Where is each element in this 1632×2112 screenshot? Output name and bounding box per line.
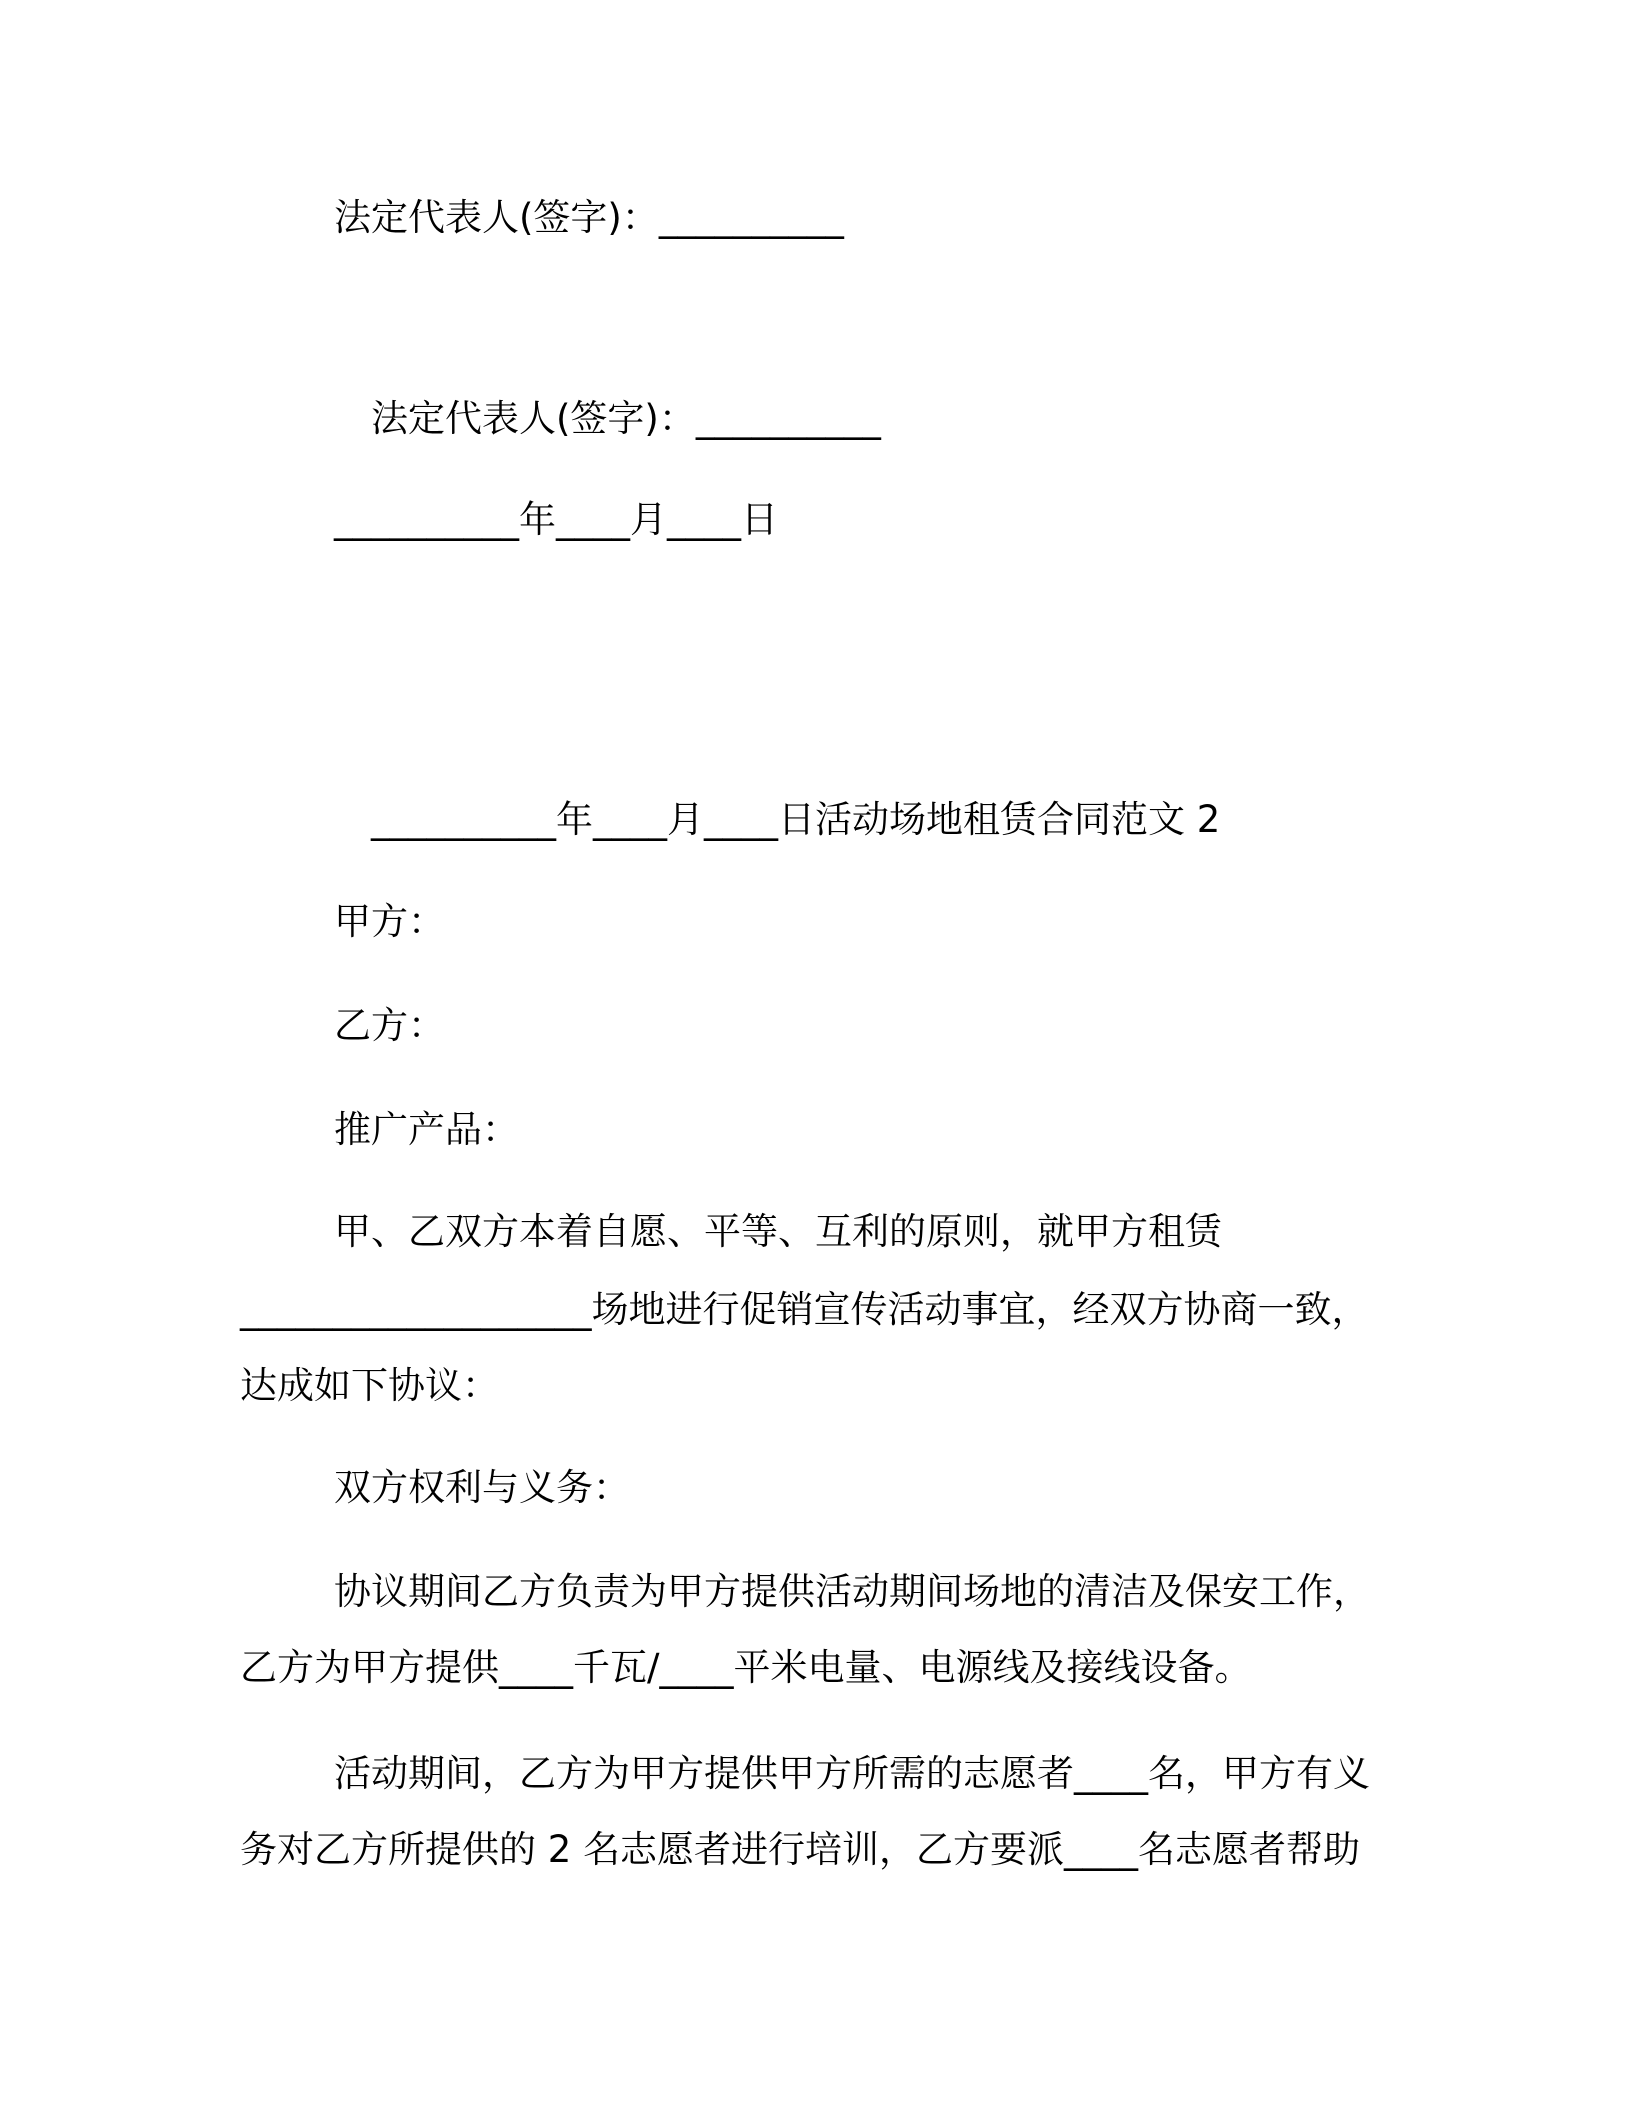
- party-a-label: 甲方：: [334, 900, 445, 943]
- product-label: 推广产品：: [334, 1108, 519, 1151]
- party-b-label: 乙方：: [334, 1004, 445, 1047]
- intro-line-3: 达成如下协议：: [240, 1364, 499, 1407]
- signature-line-second: 法定代表人(签字)：__________: [371, 397, 881, 440]
- clause-1-line-1: 协议期间乙方负责为甲方提供活动期间场地的清洁及保安工作，: [334, 1570, 1370, 1613]
- clause-1-line-2: 乙方为甲方提供____千瓦/____平米电量、电源线及接线设备。: [240, 1646, 1252, 1689]
- intro-line-1: 甲、乙双方本着自愿、平等、互利的原则，就甲方租赁: [334, 1210, 1222, 1253]
- contract-title: __________年____月____日活动场地租赁合同范文 2: [371, 798, 1221, 841]
- date-line: __________年____月____日: [334, 498, 778, 541]
- clause-2-line-2: 务对乙方所提供的 2 名志愿者进行培训，乙方要派____名志愿者帮助: [240, 1828, 1361, 1871]
- clause-2-line-1: 活动期间，乙方为甲方提供甲方所需的志愿者____名，甲方有义: [334, 1752, 1370, 1795]
- rights-heading: 双方权利与义务：: [334, 1466, 630, 1509]
- intro-line-2: ___________________场地进行促销宣传活动事宜，经双方协商一致，: [240, 1288, 1369, 1331]
- signature-line-first: 法定代表人(签字)：__________: [334, 196, 844, 239]
